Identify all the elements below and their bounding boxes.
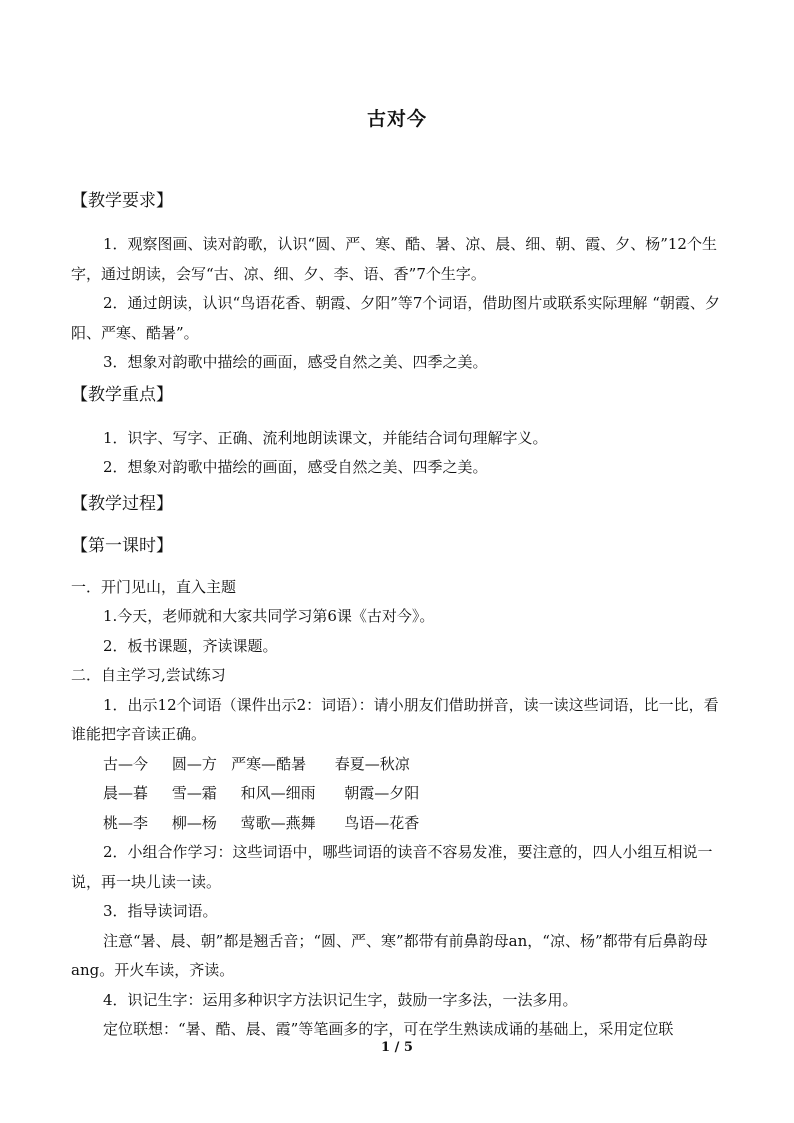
word-row-1: 古—今 圆—方 严寒—酷暑 春夏—秋凉 <box>103 754 410 773</box>
part2-item-2: 2．小组合作学习：这些词语中，哪些词语的读音不容易发准，要注意的，四人小组互相说一说，再一块儿读一读。 <box>71 843 713 891</box>
part2-item-4: 4．识记生字：运用多种识字方法识记生字，鼓励一字多法，一法多用。 <box>103 990 578 1009</box>
word-row-3: 桃—李 柳—杨 莺歌—燕舞 鸟语—花香 <box>103 813 420 832</box>
requirement-2: 2．通过朗读，认识“鸟语花香、朝霞、夕阳”等7个词语，借助图片或联系实际理解 “朝霞、夕阳、严寒、酷暑”。 <box>71 294 720 342</box>
requirement-3: 3．想象对韵歌中描绘的画面，感受自然之美、四季之美。 <box>103 353 488 371</box>
part1-item-2: 2．板书课题，齐读课题。 <box>103 636 278 655</box>
key-point-2: 2．想象对韵歌中描绘的画面，感受自然之美、四季之美。 <box>103 458 488 476</box>
section-heading-requirements: 【教学要求】 <box>71 191 173 211</box>
part2-heading: 二．自主学习,尝试练习 <box>71 666 226 684</box>
document-title: 古对今 <box>366 108 427 130</box>
section-heading-lesson1: 【第一课时】 <box>71 535 173 556</box>
part2-item-5: 定位联想：“暑、酷、晨、霞”等笔画多的字，可在学生熟读成诵的基础上，采用定位联 <box>103 1020 674 1038</box>
part1-item-1: 1.今天，老师就和大家共同学习第6课《古对今》。 <box>103 607 435 625</box>
part2-item-1: 1．出示12个词语（课件出示2：词语）：请小朋友们借助拼音，读一读这些词语，比一比，看谁能把字音读正确。 <box>71 695 719 743</box>
section-heading-process: 【教学过程】 <box>71 493 173 514</box>
section-heading-key-points: 【教学重点】 <box>71 384 173 405</box>
part2-note: 注意“暑、晨、朝”都是翘舌音；“圆、严、寒”都带有前鼻韵母an，“凉、杨”都带有后鼻韵母ang。开火车读，齐读。 <box>71 931 708 979</box>
page-number: 1 / 5 <box>381 1040 413 1055</box>
document-body <box>71 186 723 1045</box>
requirement-1: 1．观察图画、读对韵歌，认识“圆、严、寒、酷、暑、凉、晨、细、朝、霞、夕、杨”12个生字，通过朗读，会写“古、凉、细、夕、李、语、香”7个生字。 <box>71 235 717 283</box>
key-point-1: 1．识字、写字、正确、流利地朗读课文，并能结合词句理解字义。 <box>103 428 548 447</box>
part1-heading: 一．开门见山，直入主题 <box>71 577 237 596</box>
part2-item-3: 3．指导读词语。 <box>103 902 218 920</box>
word-row-2: 晨—暮 雪—霜 和风—细雨 朝霞—夕阳 <box>103 784 420 802</box>
